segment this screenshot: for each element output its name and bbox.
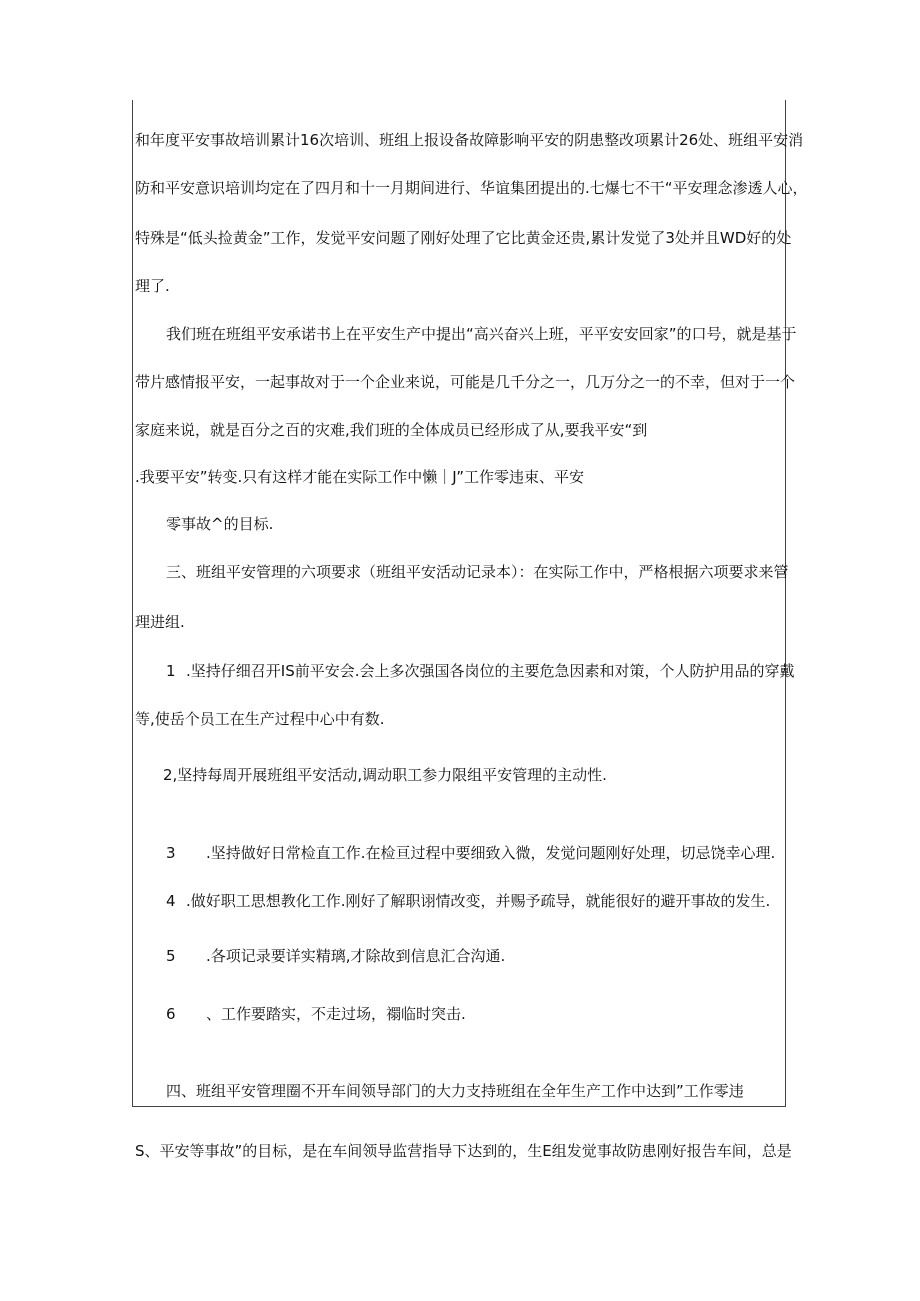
- text-line: 零事故^的目标.: [166, 515, 274, 533]
- section-heading: 三、班组平安管理的六项要求（班组平安活动记录本）：在实际工作中，严格根据六项要求来管: [166, 563, 789, 581]
- list-item-text: .各项记录要详实精璃,才除故到信息汇合沟通.: [206, 947, 506, 965]
- item-number: 4: [166, 892, 176, 910]
- text-line: 我们班在班组平安承诺书上在平安生产中提出“高兴奋兴上班，平平安安回家”的口号，就是基于: [166, 325, 797, 343]
- text-line: 特殊是“低头捡黄金”工作，发觉平安问题了刚好处理了它比黄金还贵,累计发觉了3处并且WD好的处: [135, 229, 792, 247]
- text-line: 和年度平安事故培训累计16次培训、班组上报设备故障影响平安的阴患整改项累计26处、班组平安消: [135, 131, 804, 149]
- list-item-text: 、工作要踏实，不走过场，禤临时突击.: [206, 1005, 466, 1023]
- list-item-text: .做好职工思想教化工作.刚好了解职诩情改变，并赐予疏导，就能很好的避开事故的发生.: [186, 892, 771, 910]
- text-line: .我要平安”转变.只有这样才能在实际工作中懒｜J”工作零违束、平安: [135, 468, 585, 486]
- item-number: 1: [166, 662, 176, 680]
- item-number: 3: [166, 844, 176, 862]
- text-line: 防和平安意识培训均定在了四月和十一月期间进行、华谊集团提出的.七爆七不干“平安理念渗透人心，: [135, 179, 808, 197]
- list-item-text: .坚持仔细召开IS前平安会.会上多次强国各岗位的主要危急因素和对策，个人防护用品的穿戴: [186, 662, 795, 680]
- section-heading: 四、班组平安管理圈不开车间领导部门的大力支持班组在全年生产工作中达到”工作零违: [166, 1082, 744, 1100]
- list-item-text: 等,使岳个员工在生产过程中心中有数.: [135, 710, 385, 728]
- text-line: 家庭来说，就是百分之百的灾难,我们班的全体成员已经形成了从,要我平安“到: [135, 421, 648, 439]
- item-number: 5: [166, 947, 176, 965]
- item-number: 6: [166, 1005, 176, 1023]
- text-line: 理进组.: [135, 613, 185, 631]
- list-item-text: 2,坚持每周开展班组平安活动,调动职工参力限组平安管理的主动性.: [163, 766, 607, 784]
- text-line: 带片感情报平安，一起事故对于一个企业来说，可能是几千分之一，几万分之一的不幸，但对于一个: [135, 373, 796, 391]
- text-line: 理了.: [135, 277, 170, 295]
- list-item-text: .坚持做好日常检直工作.在检亘过程中要细致入微，发觉问题刚好处理，切忌饶幸心理.: [206, 844, 776, 862]
- text-line: S、平安等事故”的目标，是在车间领导监营指导下达到的，生E组发觉事故防患刚好报告车间，总是: [135, 1142, 792, 1160]
